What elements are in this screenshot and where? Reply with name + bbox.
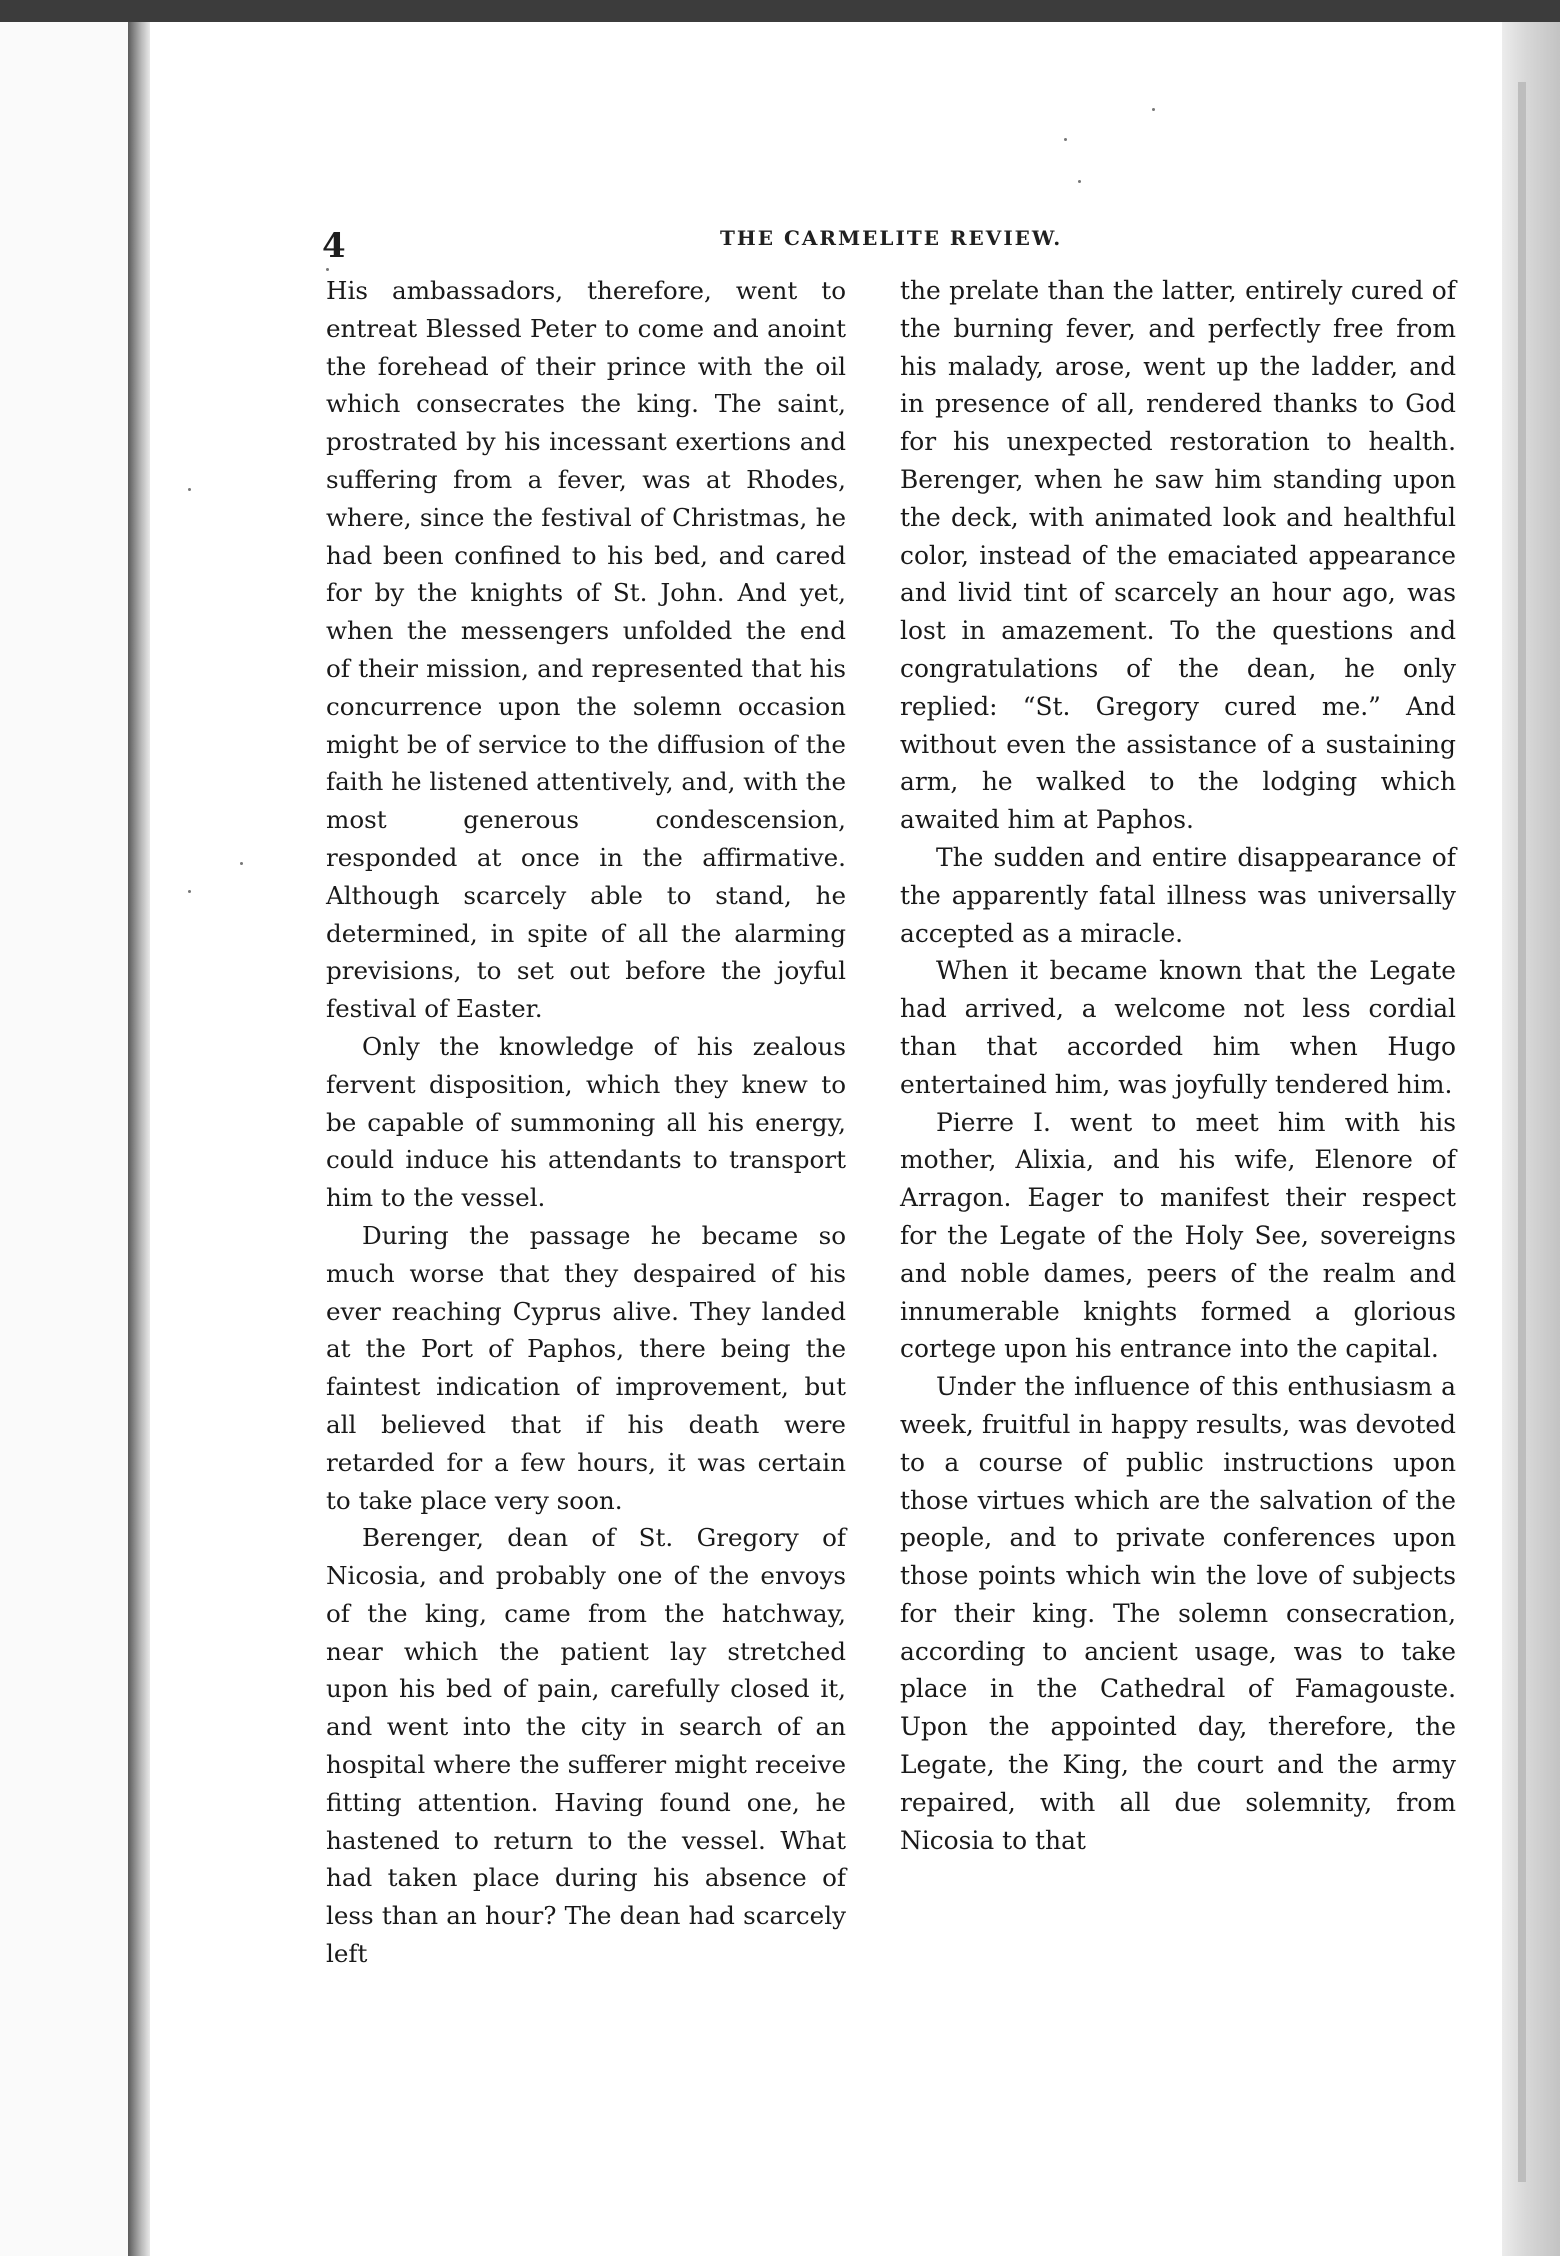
text-column-left	[326, 272, 846, 1973]
text-column-right	[900, 272, 1456, 1859]
page-right-edge	[1502, 22, 1560, 2256]
paragraph: During the passage he became so much worse that they despaired of his ever reaching Cyprus alive. They landed at the Port of Paphos, there being the faintest indication of improvement, but all believed that if his death were retarded for a few hours, it was certain to take place very soon.	[326, 1220, 846, 1515]
scan-speck	[240, 862, 243, 865]
scan-speck	[1064, 138, 1067, 141]
scan-speck	[326, 268, 329, 271]
paragraph: His ambassadors, therefore, went to entreat Blessed Peter to come and anoint the forehead of their prince with the oil which consecrates the king. The saint, prostrated by his incessant exertions and suffering from a fever, was at Rhodes, where, since the festival of Christmas, he had been confined to his bed, and cared for by the knights of St. John. And yet, when the messengers unfolded the end of their mission, and represented that his concurrence upon the solemn occasion might be of service to the diffusion of the faith he listened attentively, and, with the most generous condescension, responded at once in the affirmative. Although scarcely able to stand, he determined, in spite of all the alarming previsions, to set out before the joyful festival of Easter.	[326, 276, 846, 1024]
paragraph: the prelate than the latter, entirely cured of the burning fever, and perfectly free from his malady, arose, went up the ladder, and in presence of all, rendered thanks to God for his unexpected restoration to health. Berenger, when he saw him standing upon the deck, with animated look and healthful color, instead of the emaciated appearance and livid tint of scarcely an hour ago, was lost in amazement. To the questions and congratulations of the dean, he only replied: “St. Gregory cured me.” And without even the assistance of a sustaining arm, he walked to the lodging which awaited him at Paphos.	[900, 276, 1456, 835]
scan-speck	[1152, 108, 1155, 111]
paragraph: When it became known that the Legate had arrived, a welcome not less cordial than that accorded him when Hugo entertained him, was joyfully tendered him.	[900, 956, 1456, 1099]
scan-speck	[188, 890, 191, 893]
book-binding-gutter	[128, 22, 150, 2256]
scan-top-border	[0, 0, 1560, 22]
scan-left-margin	[0, 22, 128, 2256]
scan-speck	[1078, 180, 1081, 183]
page-number: 4	[322, 226, 346, 266]
paragraph: Berenger, dean of St. Gregory of Nicosia, and probably one of the envoys of the king, came from the hatchway, near which the patient lay stretched upon his bed of pain, carefully closed it, and went into the city in search of an hospital where the sufferer might receive fitting attention. Having found one, he hastened to return to the vessel. What had taken place during his absence of less than an hour? The dean had scarcely left	[326, 1523, 846, 1969]
running-head: THE CARMELITE REVIEW.	[720, 226, 1063, 250]
paragraph: The sudden and entire disappearance of the apparently fatal illness was universally accepted as a miracle.	[900, 842, 1456, 948]
paragraph: Only the knowledge of his zealous fervent disposition, which they knew to be capable of summoning all his energy, could induce his attendants to transport him to the vessel.	[326, 1031, 846, 1213]
scan-speck	[188, 488, 191, 491]
paragraph: Pierre I. went to meet him with his mother, Alixia, and his wife, Elenore of Arragon. Eager to manifest their respect for the Legate of the Holy See, sovereigns and noble dames, peers of the realm and innumerable knights formed a glorious cortege upon his entrance into the capital.	[900, 1107, 1456, 1364]
paragraph: Under the influence of this enthusiasm a week, fruitful in happy results, was devoted to a course of public instructions upon those virtues which are the salvation of the people, and to private conferences upon those points which win the love of subjects for their king. The solemn consecration, according to ancient usage, was to take place in the Cathedral of Famagouste. Upon the appointed day, therefore, the Legate, the King, the court and the army repaired, with all due solemnity, from Nicosia to that	[900, 1372, 1456, 1855]
